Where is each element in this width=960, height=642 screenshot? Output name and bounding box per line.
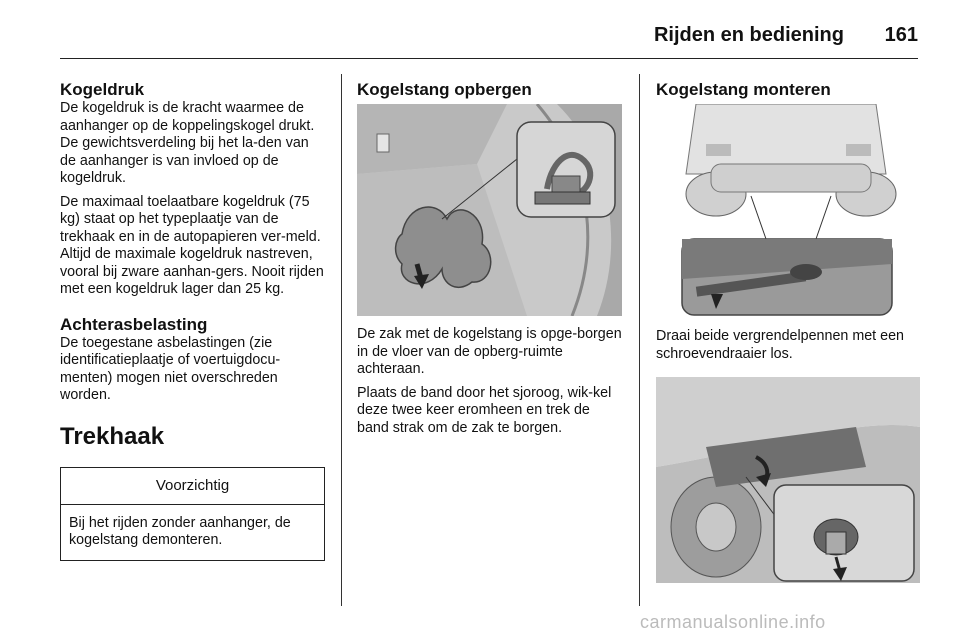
paragraph: De kogeldruk is de kracht waarmee de aanhanger op de koppelingskogel drukt. De gewichtsverdeling bij het la-den van de aanhanger is van invloed op de kogeldruk.: [60, 100, 315, 186]
page-number: 161: [884, 24, 918, 46]
column-divider: [639, 74, 640, 606]
page-header: [60, 18, 918, 59]
watermark: carmanualsonline.info: [640, 612, 826, 632]
illustration-storage-bag: [357, 104, 622, 316]
paragraph: De maximaal toelaatbare kogeldruk (75 kg) staat op het typeplaatje van de trekhaak en in de autopapieren ver-meld. Altijd de maximale kogeldruk nastreven, vooral bij zware aanhan-gers. Nooit rijden met een kogeldruk lager dan 25 kg.: [60, 193, 324, 297]
section-title-kogelstang-opbergen: Kogelstang opbergen: [357, 80, 532, 99]
column-divider: [341, 74, 342, 606]
warning-body: [61, 505, 324, 560]
header-title: Rijden en bediening: [653, 24, 844, 46]
warning-title: Voorzichtig: [61, 468, 324, 505]
paragraph: Plaats de band door het sjoroog, wik-kel deze twee keer eromheen en trek de band strak om de zak te borgen.: [357, 384, 612, 436]
section-title-kogeldruk: Kogeldruk: [60, 80, 145, 99]
section-title-achterasbelasting: Achterasbelasting: [60, 314, 208, 334]
column-3: [656, 80, 920, 593]
warning-box: [60, 467, 325, 561]
column-1: [60, 80, 325, 561]
section-title-trekhaak: Trekhaak: [60, 422, 165, 450]
warning-text: Bij het rijden zonder aanhanger, de kogelstang demonteren.: [69, 514, 291, 548]
illustration-locking-pin: [656, 377, 920, 583]
paragraph: Draai beide vergrendelpennen met een schroevendraaier los.: [656, 328, 904, 362]
illustration-rear-bumper-screwdriver: [656, 104, 920, 318]
section-title-kogelstang-monteren: Kogelstang monteren: [656, 80, 831, 99]
paragraph: De zak met de kogelstang is opge-borgen in de vloer van de opberg-ruimte achteraan.: [357, 326, 622, 377]
column-2: [357, 80, 622, 443]
paragraph: De toegestane asbelastingen (zie identificatieplaatje of voertuigdocu-menten) mogen niet overschreden worden.: [60, 334, 281, 403]
